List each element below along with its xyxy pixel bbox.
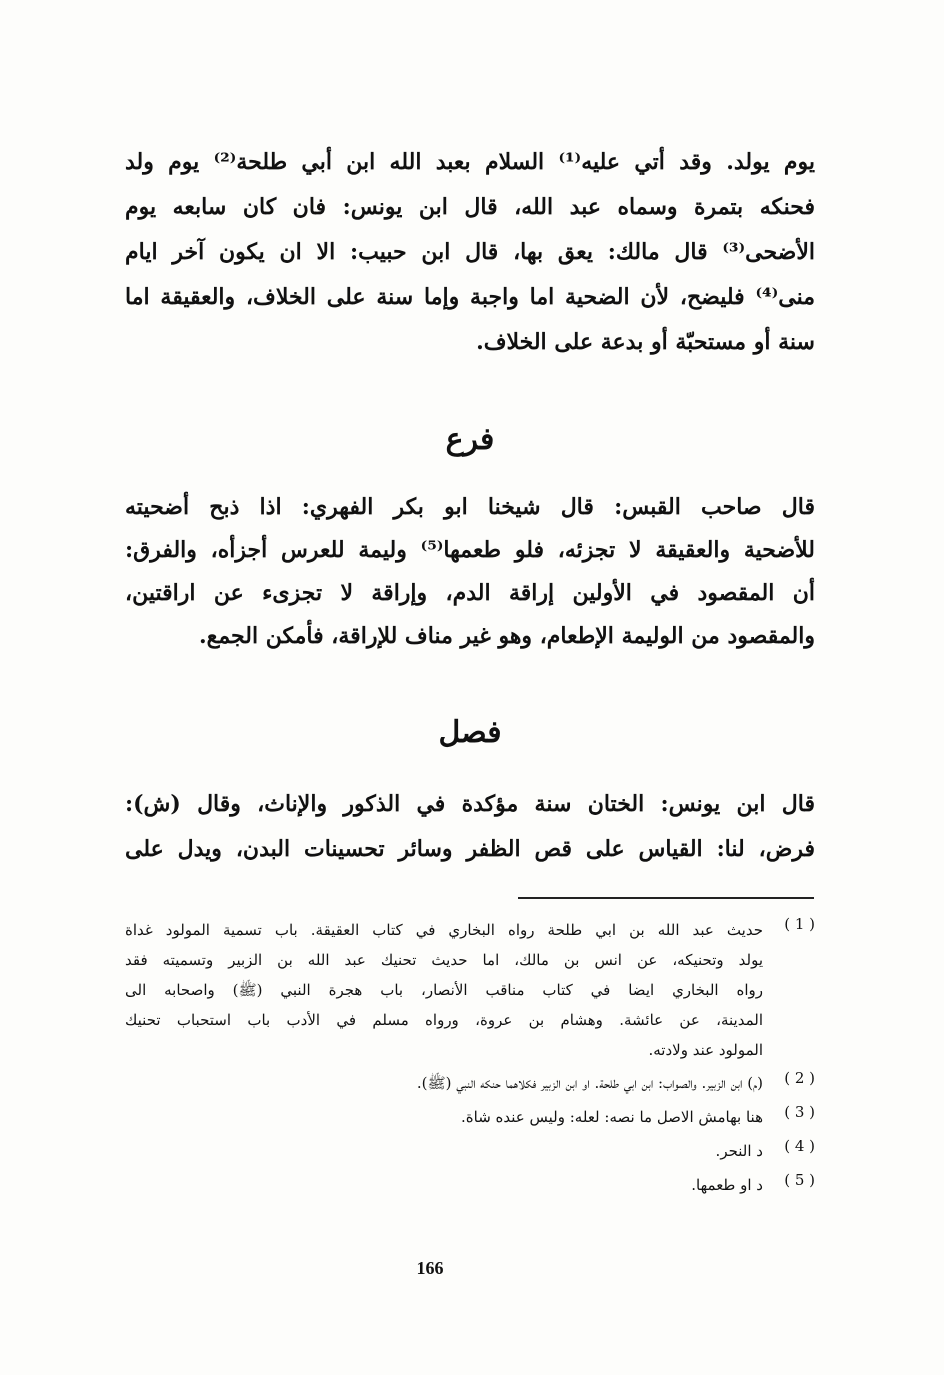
paragraph-2 [125, 486, 815, 658]
page-number: 166 [416, 1258, 444, 1278]
paragraph-1-line: سنة أو مستحبّة أو بدعة على الخلاف. [476, 329, 815, 355]
footnote-line: حديث عبد الله بن ابي طلحة رواه البخاري في كتاب العقيقة. باب تسمية المولود غداة [125, 921, 763, 939]
paragraph-1 [125, 140, 815, 365]
paragraph-2-line: والمقصود من الوليمة الإطعام، وهو غير مناف للإراقة، فأمكن الجمع. [198, 623, 815, 649]
footnote-number: ( 2 ) [784, 1069, 815, 1087]
section-heading-far: فرع [445, 422, 495, 457]
section-heading-fasl: فصل [438, 715, 502, 750]
paragraph-3 [125, 782, 815, 872]
paragraph-1-line: فحنكه بتمرة وسماه عبد الله، قال ابن يونس: فان كان سابعه يوم [125, 194, 815, 220]
paragraph-1-line: منى⁽⁴⁾ فليضح، لأن الضحية اما واجبة وإما سنة على الخلاف، والعقيقة اما [125, 284, 815, 310]
footnote-line: (م) ابن الزبير. والصواب: ابن ابي طلحة. او ابن الزبير فكلاهما حنكه النبي (ﷺ). [416, 1074, 763, 1092]
footnote-number: ( 1 ) [784, 915, 815, 933]
paragraph-1-line: يوم يولد. وقد أتي عليه⁽¹⁾ السلام بعبد الله ابن أبي طلحة⁽²⁾ يوم ولد [125, 149, 815, 175]
footnote-number: ( 3 ) [784, 1103, 815, 1121]
footnote-number: ( 5 ) [784, 1171, 815, 1189]
footnote-4 [125, 1137, 815, 1166]
footnote-line: رواه البخاري ايضا في كتاب مناقب الأنصار، باب هجرة النبي (ﷺ) واصحابه الى [125, 981, 763, 999]
paragraph-3-line: فرض، لنا: القياس على قص الظفر وسائر تحسينات البدن، ويدل على [125, 836, 815, 862]
paragraph-2-line: أن المقصود في الأولين إراقة الدم، وإراقة لا تجزىء عن اراقتين، [125, 580, 815, 606]
footnote-separator [518, 897, 814, 899]
footnote-number: ( 4 ) [784, 1137, 815, 1155]
paragraph-2-line: للأضحية والعقيقة لا تجزئه، فلو طعمها⁽⁵⁾ وليمة للعرس أجزأه، والفرق: [125, 537, 815, 563]
paragraph-1-line: الأضحى⁽³⁾ قال مالك: يعق بها، قال ابن حبيب: الا ان يكون آخر ايام [125, 239, 815, 265]
footnote-line: المولود عند ولادته. [648, 1041, 763, 1059]
footnote-line: المدينة، عن عائشة. وهشام بن عروة، ورواه مسلم في الأدب باب استحباب تحنيك [125, 1011, 763, 1029]
paragraph-3-line: قال ابن يونس: الختان سنة مؤكدة في الذكور والإناث، وقال (ش): [125, 791, 815, 817]
footnote-line: هنا بهامش الاصل ما نصه: لعله: وليس عنده شاة. [461, 1108, 763, 1126]
footnote-line: د او طعمها. [691, 1176, 763, 1194]
footnote-5 [125, 1171, 815, 1200]
footnote-2 [125, 1069, 815, 1098]
footnote-line: د النحر. [715, 1142, 763, 1160]
footnotes [125, 915, 815, 1200]
footnote-3 [125, 1103, 815, 1132]
paragraph-2-line: قال صاحب القبس: قال شيخنا ابو بكر الفهري: اذا ذبح أضحيته [125, 494, 815, 520]
footnote-line: يولد وتحنيكه، عن انس بن مالك، اما حديث تحنيك عبد الله بن الزبير وتسميته فقد [125, 951, 763, 969]
footnote-1 [125, 915, 815, 1065]
